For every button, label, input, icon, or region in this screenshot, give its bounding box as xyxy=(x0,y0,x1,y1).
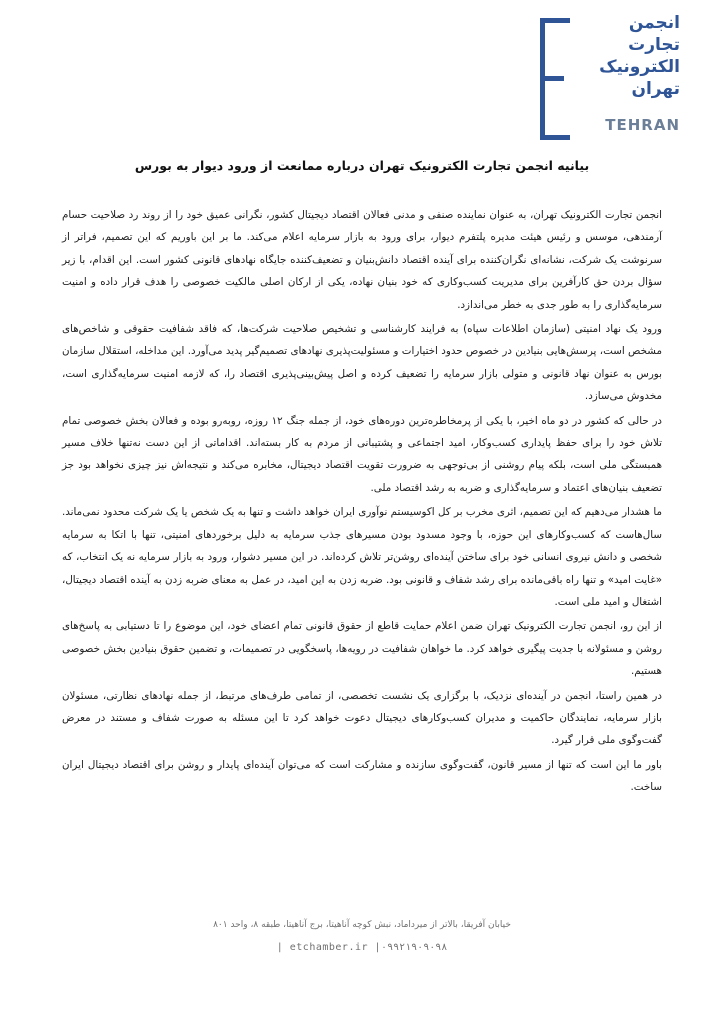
logo-line: انجمن xyxy=(628,13,680,33)
footer-address: خیابان آفریقا، بالاتر از میرداماد، نبش کوچه آناهیتا، برج آناهیتا، طبقه ۸، واحد ۸۰۱ xyxy=(213,920,511,930)
organization-logo xyxy=(540,12,680,140)
paragraph: در حالی که کشور در دو ماه اخیر، با یکی از پرمخاطره‌ترین دوره‌های خود، از جمله جنگ ۱۲ روزه، روبه‌رو بوده و فعالان بخش خصوصی تمام تلاش خود را برای حفظ پایداری کسب‌وکار، امید اجتماعی و پشتیبانی از مردم به کار بسته‌اند. اقداماتی از این دست نه‌تنها خلاف مسیر همبستگی ملی است، بلکه پیام روشنی از بی‌توجهی به ضرورت تقویت اقتصاد دیجیتال، مخابره می‌کند و نتیجه‌اش نیز چیزی نخواهد بود جز تضعیف بنیان‌های اعتماد و سرمایه‌گذاری و ضربه به رشد اقتصاد ملی. xyxy=(62,414,663,494)
paragraph: انجمن تجارت الکترونیک تهران، به عنوان نماینده صنفی و مدنی فعالان اقتصاد دیجیتال کشور، نگرانی عمیق خود را از روند رد صلاحیت حسام آرمندهی، موسس و رئیس هیئت مدیره پلتفرم دیوار، برای ورود به بازار سرمایه اعلام می‌کند. ما بر این باوریم که این تصمیم، فراتر از سرنوشت یک شرکت، نشانه‌ای نگران‌کننده برای آینده اقتصاد دانش‌بنیان و تضعیف‌کننده جایگاه نهادهای قانونی کشور است. این اقدام، با زیر سؤال بردن حق کارآفرین برای مدیریت کسب‌وکاری که خود بنیان نهاده، یکی از ارکان اصلی مالکیت خصوصی را هدف قرار داده و امنیت سرمایه‌گذاری را به طور جدی به خطر می‌اندازد. xyxy=(62,209,662,311)
logo-e-mark-icon xyxy=(540,18,570,140)
paragraph: در همین راستا، انجمن در آینده‌ای نزدیک، با برگزاری یک نشست تخصصی، از تمامی طرف‌های مرتبط، از جمله نهادهای نظارتی، مسئولان بازار سرمایه، نمایندگان حاکمیت و مدیران کسب‌وکارهای دیجیتال دعوت خواهد کرد تا این مسئله به صورت شفاف و مستند در معرض گفت‌وگوی ملی قرار گیرد. xyxy=(62,689,662,747)
paragraph: از این رو، انجمن تجارت الکترونیک تهران ضمن اعلام حمایت قاطع از حقوق قانونی تمام اعضای خود، این موضوع را تا دستیابی به پاسخ‌های روشن و مسئولانه با جدیت پیگیری خواهد کرد. ما خواهان شفافیت در رویه‌ها، پاسخگویی در تصمیمات، و تضمین حقوق بنیادین بخش خصوصی هستیم. xyxy=(62,620,662,678)
footer-contact: | etchamber.ir |۰۹۹۲۱۹۰۹۰۹۸ xyxy=(276,942,448,953)
statement-title: بیانیه انجمن تجارت الکترونیک تهران درباره ممانعت از ورود دیوار به بورس xyxy=(134,158,590,173)
logo-line: تجارت xyxy=(628,35,680,55)
logo-persian-name xyxy=(580,12,680,100)
paragraph: ورود یک نهاد امنیتی (سازمان اطلاعات سپاه) به فرایند کارشناسی و تشخیص صلاحیت شرکت‌ها، که فاقد شفافیت حقوقی و شاخص‌های مشخص است، پرسش‌هایی بنیادین در خصوص حدود اختیارات و مسئولیت‌پذیری نهادهای تصمیم‌گیر پدید می‌آورد. این مداخله، استقلال سازمان بورس به عنوان نهاد قانونی و متولی بازار سرمایه را تضعیف کرده و اصل پیش‌بینی‌پذیری اقتصاد را، که لازمه امنیت سرمایه‌گذاری است، مخدوش می‌سازد. xyxy=(62,323,662,403)
statement-body xyxy=(62,204,662,801)
logo-line: الکترونیک xyxy=(599,57,680,77)
paragraph: ما هشدار می‌دهیم که این تصمیم، اثری مخرب بر کل اکوسیستم نوآوری ایران خواهد داشت و تنها به یک شخص یا یک شرکت محدود نمی‌ماند. سال‌هاست که کسب‌وکارهای این حوزه، با وجود مسدود بودن مسیرهای جذب سرمایه به دلیل برخوردهای امنیتی، تنها با اتکا به سرمایه شخصی و دانش نیروی انسانی خود برای ساختن آینده‌ای روشن‌تر تلاش کرده‌اند. در این مسیر دشوار، ورود به بازار سرمایه نه یک انتخاب، که «غایت امید» و تنها راه باقی‌مانده برای رشد شفاف و قانونی بود. ضربه زدن به این امید، در عمل به معنای ضربه زدن به آینده اقتصاد دیجیتال، اشتغال و امید ملی است. xyxy=(62,506,662,608)
paragraph: باور ما این است که تنها از مسیر قانون، گفت‌وگوی سازنده و مشارکت است که می‌توان آینده‌ای پایدار و روشن برای اقتصاد دیجیتال ایران ساخت. xyxy=(62,758,662,794)
logo-line: تهران xyxy=(631,79,680,99)
logo-english-name: TEHRAN xyxy=(605,116,680,134)
